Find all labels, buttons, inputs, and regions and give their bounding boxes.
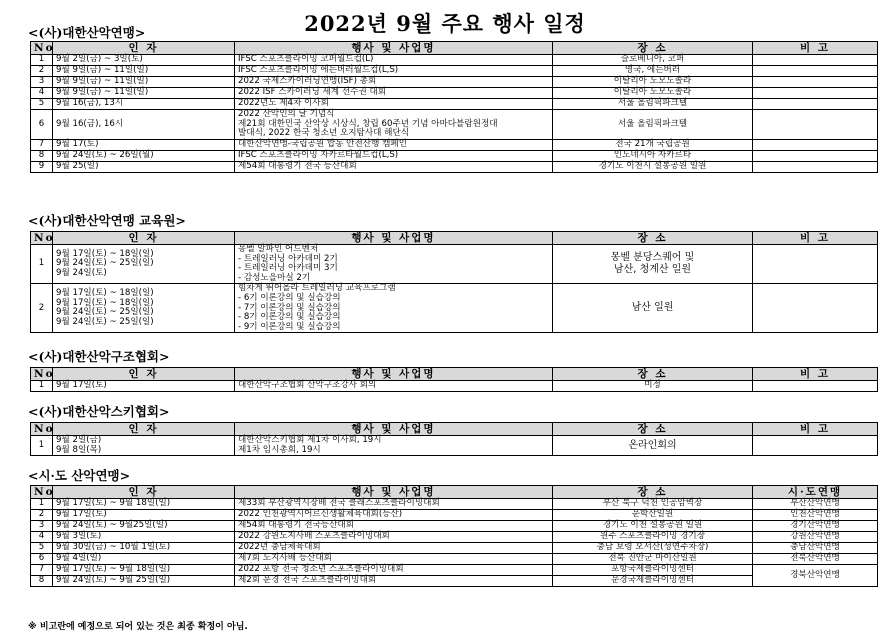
row-event	[235, 532, 553, 543]
date-line: 9월 25(일)	[56, 160, 99, 171]
header-place: 장 소	[553, 368, 753, 381]
table-row	[31, 66, 878, 77]
table-row	[31, 139, 878, 150]
date-line: 9월 2일(금) ~ 3일(토)	[56, 54, 143, 65]
place-line: 경기도 이천 설봉공원 일원	[602, 520, 703, 531]
date-line: 9월 8일(목)	[56, 444, 102, 455]
row-event	[235, 55, 553, 66]
place-line: 이탈리아 도모도솔라	[613, 76, 692, 87]
event-line: 힘차게 뛰어올라 트레일러닝 교육프로그램	[238, 283, 396, 294]
row-place	[553, 245, 753, 284]
place-line: 포항국제클라이밍센터	[610, 564, 695, 575]
table-education	[30, 231, 878, 333]
table-row	[31, 99, 878, 110]
date-line: 9월 17일(토) ~ 9월 18일(일)	[56, 564, 171, 575]
row-number: 8	[31, 150, 53, 161]
event-line: - 감성노을마실 2기	[238, 272, 311, 283]
header-date: 인 자	[53, 423, 235, 436]
event-line: - 트레일러닝 아카데미 3기	[238, 263, 338, 274]
date-line: 9월 17일(토) ~ 9월 18일(일)	[56, 498, 171, 509]
row-number: 7	[31, 565, 53, 576]
row-place	[553, 436, 753, 456]
row-date	[53, 99, 235, 110]
table-row	[31, 554, 878, 565]
row-place	[553, 284, 753, 333]
row-note	[753, 161, 878, 172]
row-note: 부산산악연맹	[753, 499, 878, 510]
event-line: 제1차 임시총회, 19시	[238, 444, 321, 455]
place-line: 서울 올림픽파크텔	[617, 98, 688, 109]
row-note	[753, 77, 878, 88]
row-date	[53, 66, 235, 77]
row-number: 1	[31, 245, 53, 284]
row-date	[53, 576, 235, 587]
row-date	[53, 543, 235, 554]
row-number: 1	[31, 499, 53, 510]
row-date	[53, 245, 235, 284]
row-number: 3	[31, 521, 53, 532]
row-event	[235, 436, 553, 456]
document-title: 2022년 9월 주요 행사 일정	[304, 11, 586, 36]
date-line: 9월 17일(토) ~ 18일(일)	[56, 288, 154, 299]
place-line: 문학산일원	[631, 509, 674, 520]
row-date	[53, 554, 235, 565]
event-line: 2022 국제스카이러닝연맹(ISF) 총회	[238, 76, 377, 87]
table-ski	[30, 422, 878, 456]
event-line: 제33회 부산광역시장배 전국 클래스포츠클라이밍대회	[238, 498, 440, 509]
row-date	[53, 499, 235, 510]
row-note	[753, 245, 878, 284]
event-line: 대한산악구조협회 산악구조강사 회의	[238, 380, 377, 391]
row-date	[53, 77, 235, 88]
row-place	[553, 161, 753, 172]
table-provincial	[30, 485, 878, 587]
date-line: 9월 2일(금)	[56, 435, 102, 445]
row-note	[753, 110, 878, 140]
table-row	[31, 110, 878, 140]
date-line: 9월 17일(토) ~ 18일(일)	[56, 297, 154, 308]
row-date	[53, 565, 235, 576]
row-number: 6	[31, 554, 53, 565]
event-line: 2022 ISF 스카이러닝 세계 선수권 대회	[238, 87, 387, 98]
row-number: 2	[31, 66, 53, 77]
row-event	[235, 543, 553, 554]
event-line: 2022년 충남체육대회	[238, 542, 321, 553]
place-line: 문경국제클라이밍센터	[610, 575, 695, 586]
row-number: 1	[31, 381, 53, 392]
header-event: 행사 및 사업명	[235, 423, 553, 436]
row-event	[235, 521, 553, 532]
row-date	[53, 161, 235, 172]
row-event	[235, 510, 553, 521]
row-event	[235, 161, 553, 172]
row-event	[235, 565, 553, 576]
date-line: 9월 9일(금) ~ 11일(일)	[56, 87, 149, 98]
date-line: 9월 17(토)	[56, 138, 99, 149]
table-row	[31, 150, 878, 161]
row-place	[553, 532, 753, 543]
table-row	[31, 284, 878, 333]
row-note	[753, 66, 878, 77]
row-number: 5	[31, 543, 53, 554]
row-date	[53, 436, 235, 456]
table-row	[31, 499, 878, 510]
table-row	[31, 88, 878, 99]
place-line: 몽벨 분당스퀘어 및	[610, 252, 695, 264]
header-date: 인 자	[53, 368, 235, 381]
place-line: 온라인회의	[628, 439, 677, 451]
header-note-city: 시·도연맹	[753, 486, 878, 499]
row-event	[235, 110, 553, 140]
row-date	[53, 55, 235, 66]
place-line: 전국 21개 국립공원	[615, 138, 690, 149]
row-number: 6	[31, 110, 53, 140]
event-line: 2022 포항 전국 청소년 스포츠클라이밍대회	[238, 564, 404, 575]
row-event	[235, 66, 553, 77]
event-line: 2022 강원도지사배 스포츠클라이밍대회	[238, 531, 390, 542]
header-no: No	[31, 232, 53, 245]
row-place	[553, 576, 753, 587]
table-row	[31, 77, 878, 88]
row-place	[553, 55, 753, 66]
row-event	[235, 284, 553, 333]
row-number: 1	[31, 436, 53, 456]
header-place: 장 소	[553, 423, 753, 436]
place-line: 남산, 청계산 일원	[613, 264, 692, 276]
row-event	[235, 554, 553, 565]
event-line: 발대식, 2022 한국 청소년 오지탐사대 해단식	[238, 128, 410, 139]
section-title-provincial: <시·도 산악연맹>	[28, 468, 131, 483]
row-event	[235, 499, 553, 510]
header-event: 행사 및 사업명	[235, 42, 553, 55]
table-row	[31, 161, 878, 172]
section-title-kaf: <(사)대한산악연맹>	[28, 25, 146, 40]
section-title-rescue: <(사)대한산악구조협회>	[28, 349, 170, 364]
row-note	[753, 436, 878, 456]
date-line: 9월 16(금), 16시	[56, 118, 124, 129]
header-place: 장 소	[553, 42, 753, 55]
event-line: 몽벨 알파인 어드벤처	[238, 244, 319, 254]
event-line: - 9기 이론강의 및 실습강의	[238, 321, 341, 332]
row-number: 7	[31, 139, 53, 150]
date-line: 9월 24일(토)	[56, 267, 107, 278]
table-row	[31, 565, 878, 576]
row-event	[235, 576, 553, 587]
table-row	[31, 532, 878, 543]
row-note	[753, 150, 878, 161]
table-row	[31, 510, 878, 521]
event-line: 대한산악연맹-국립공원 합동 안전산행 캠페인	[238, 138, 408, 149]
header-note: 비 고	[753, 423, 878, 436]
place-line: 전북 진안군 마이산일원	[608, 553, 697, 564]
event-line: IFSC 스포츠클라이밍 자카르타월드컵(L,S)	[238, 149, 399, 160]
header-place: 장 소	[553, 486, 753, 499]
row-event	[235, 245, 553, 284]
date-line: 9월 24일(토) ~ 25일(일)	[56, 316, 154, 327]
table-row	[31, 543, 878, 554]
place-line: 충남 보령 오서산(성연주차장)	[596, 542, 709, 553]
row-place	[553, 88, 753, 99]
event-line: IFSC 스포츠클라이밍 에든버러월드컵(L,S)	[238, 65, 399, 76]
event-line: 제54회 대통령기 전국등산대회	[238, 520, 355, 531]
row-event	[235, 99, 553, 110]
date-line: 9월 30일(금) ~ 10월 1일(토)	[56, 542, 171, 553]
event-line: IFSC 스포츠클라이밍 코퍼월드컵(L)	[238, 54, 374, 65]
header-event: 행사 및 사업명	[235, 486, 553, 499]
event-line: 제2회 문경 전국 스포츠클라이밍대회	[238, 575, 377, 586]
table-row	[31, 55, 878, 66]
date-line: 9월 24일(토) ~ 25일(일)	[56, 258, 154, 269]
date-line: 9월 24일(토) ~ 9월 25일(일)	[56, 575, 171, 586]
row-note: 경북산악연맹	[753, 565, 878, 587]
table-rescue	[30, 367, 878, 392]
event-line: - 6기 이론강의 및 실습강의	[238, 292, 341, 303]
event-line: - 7기 이론강의 및 실습강의	[238, 302, 341, 313]
footnote: ※ 비고란에 예정으로 되어 있는 것은 최종 확정이 아님.	[28, 622, 248, 632]
row-event	[235, 88, 553, 99]
row-date	[53, 521, 235, 532]
header-no: No	[31, 423, 53, 436]
row-number: 9	[31, 161, 53, 172]
row-date	[53, 139, 235, 150]
row-number: 3	[31, 77, 53, 88]
row-place	[553, 66, 753, 77]
event-line: 2022년도 제4차 이사회	[238, 98, 329, 109]
header-no: No	[31, 368, 53, 381]
row-place	[553, 499, 753, 510]
place-line: 슬로베니아, 코퍼	[620, 54, 685, 65]
event-line: 대한산악스키협회 제1차 이사회, 19시	[238, 435, 382, 445]
row-event	[235, 381, 553, 392]
place-line: 서울 올림픽파크텔	[617, 118, 688, 129]
date-line: 9월 3일(토)	[56, 531, 102, 542]
section-title-education: <(사)대한산악연맹 교육원>	[28, 213, 186, 228]
date-line: 9월 24일(토) ~ 9월25일(일)	[56, 520, 168, 531]
header-note: 비 고	[753, 42, 878, 55]
date-line: 9월 24일(토) ~ 25일(일)	[56, 307, 154, 318]
table-kaf	[30, 41, 878, 173]
header-place: 장 소	[553, 232, 753, 245]
row-note	[753, 88, 878, 99]
header-note: 비 고	[753, 232, 878, 245]
header-no: No	[31, 42, 53, 55]
row-note	[753, 99, 878, 110]
row-place	[553, 139, 753, 150]
date-line: 9월 17일(토) ~ 18일(일)	[56, 248, 154, 259]
row-place	[553, 543, 753, 554]
place-line: 경기도 이천시 설봉공원 일원	[598, 160, 707, 171]
place-line: 영국, 에든버러	[624, 65, 681, 76]
row-event	[235, 139, 553, 150]
row-event	[235, 150, 553, 161]
date-line: 9월 16(금), 13시	[56, 98, 124, 109]
place-line: 남산 일원	[631, 302, 674, 314]
header-event: 행사 및 사업명	[235, 232, 553, 245]
table-row	[31, 576, 878, 587]
row-number: 8	[31, 576, 53, 587]
row-note: 전북산악연맹	[753, 554, 878, 565]
row-number: 2	[31, 284, 53, 333]
event-line: 2022 인천광역시어르신생활체육대회(등산)	[238, 509, 403, 520]
row-number: 1	[31, 55, 53, 66]
header-date: 인 자	[53, 486, 235, 499]
place-line: 원주 스포츠클라이밍 경기장	[599, 531, 706, 542]
place-line: 부산 북구 덕천 인공암벽장	[602, 498, 703, 509]
date-line: 9월 17일(토)	[56, 380, 107, 391]
place-line: 이탈리아 도모도솔라	[613, 87, 692, 98]
row-date	[53, 510, 235, 521]
row-place	[553, 510, 753, 521]
row-number: 4	[31, 532, 53, 543]
row-note	[753, 139, 878, 150]
event-line: 제21회 대한민국 산악상 시상식, 창립 60주년 기념 아마다블람원정대	[238, 118, 498, 129]
row-place	[553, 77, 753, 88]
section-title-ski: <(사)대한산악스키협회>	[28, 404, 170, 419]
event-line: 제7회 도지사배 등산대회	[238, 553, 332, 564]
header-note: 비 고	[753, 368, 878, 381]
table-row	[31, 381, 878, 392]
date-line: 9월 9일(금) ~ 11일(일)	[56, 76, 149, 87]
row-place	[553, 381, 753, 392]
row-place	[553, 554, 753, 565]
row-number: 2	[31, 510, 53, 521]
date-line: 9월 4일(일)	[56, 553, 102, 564]
header-event: 행사 및 사업명	[235, 368, 553, 381]
row-note	[753, 381, 878, 392]
row-note	[753, 284, 878, 333]
row-date	[53, 381, 235, 392]
row-place	[553, 99, 753, 110]
event-line: - 8기 이론강의 및 실습강의	[238, 312, 341, 323]
row-date	[53, 284, 235, 333]
row-date	[53, 110, 235, 140]
table-row	[31, 436, 878, 456]
row-note: 경기산악연맹	[753, 521, 878, 532]
table-row	[31, 521, 878, 532]
row-date	[53, 150, 235, 161]
date-line: 9월 24일(토) ~ 26일(월)	[56, 149, 154, 160]
row-date	[53, 88, 235, 99]
row-place	[553, 150, 753, 161]
row-place	[553, 110, 753, 140]
table-row	[31, 245, 878, 284]
header-no: No	[31, 486, 53, 499]
header-date: 인 자	[53, 42, 235, 55]
row-number: 4	[31, 88, 53, 99]
row-place	[553, 565, 753, 576]
date-line: 9월 9일(금) ~ 11일(일)	[56, 65, 149, 76]
event-line: - 트레일러닝 아카데미 2기	[238, 253, 338, 264]
place-line: 인도네시아 자카르타	[613, 149, 692, 160]
row-note: 강원산악연맹	[753, 532, 878, 543]
place-line: 미정	[644, 380, 661, 391]
row-place	[553, 521, 753, 532]
row-event	[235, 77, 553, 88]
row-note: 인천산악연맹	[753, 510, 878, 521]
row-number: 5	[31, 99, 53, 110]
row-note	[753, 55, 878, 66]
row-note: 충남산악연맹	[753, 543, 878, 554]
row-date	[53, 532, 235, 543]
date-line: 9월 17일(토)	[56, 509, 107, 520]
header-date: 인 자	[53, 232, 235, 245]
event-line: 2022 산악인의 날 기념식	[238, 109, 335, 119]
event-line: 제54회 대통령기 전국 등산대회	[238, 160, 357, 171]
